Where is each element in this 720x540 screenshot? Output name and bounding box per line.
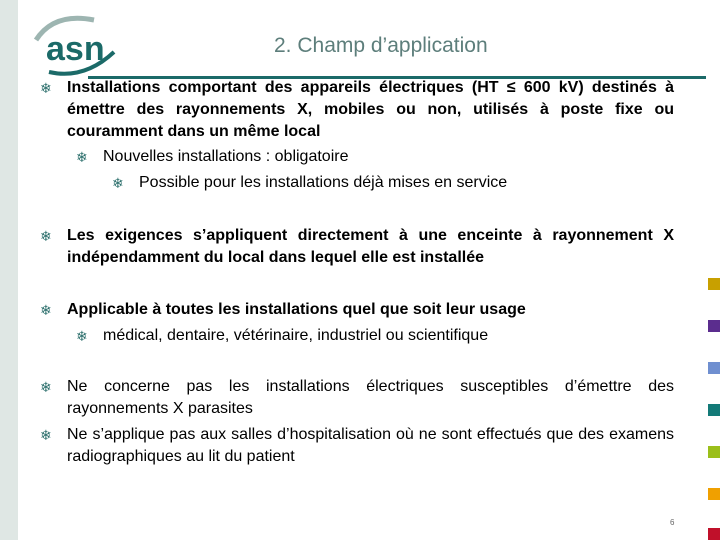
color-square [708, 362, 720, 374]
bullet-1: Installations comportant des appareils électriques (HT ≤ 600 kV) destinés à émettre des rayonnements X, mobiles ou non, utilisés à poste fixe ou couramment dans un même local [67, 79, 674, 140]
bullet-1-sub: Nouvelles installations : obligatoire [103, 148, 349, 165]
sidebar-band [0, 0, 18, 540]
color-square [708, 446, 720, 458]
bullet-3-sub: médical, dentaire, vétérinaire, industriel ou scientifique [103, 327, 489, 344]
asn-logo [24, 10, 124, 80]
color-square [708, 528, 720, 540]
snowflake-icon: ❄ [112, 175, 124, 191]
snowflake-icon: ❄ [40, 379, 52, 395]
color-square [708, 404, 720, 416]
color-square [708, 488, 720, 500]
snowflake-icon: ❄ [40, 427, 52, 443]
bullet-4: Ne concerne pas les installations électriques susceptibles d’émettre des rayonnements X parasites [67, 378, 674, 417]
page-number: 6 [670, 518, 675, 527]
snowflake-icon: ❄ [76, 328, 88, 344]
color-square [708, 320, 720, 332]
snowflake-icon: ❄ [40, 302, 52, 318]
bullet-1-subsub: Possible pour les installations déjà mises en service [139, 174, 508, 191]
snowflake-icon: ❄ [40, 80, 52, 96]
bullet-3: Applicable à toutes les installations quel que soit leur usage [67, 301, 526, 318]
bullet-2: Les exigences s’appliquent directement à une enceinte à rayonnement X indépendamment du local dans lequel elle est installée [67, 227, 674, 266]
snowflake-icon: ❄ [40, 228, 52, 244]
page-title: 2. Champ d’application [274, 34, 488, 57]
bullet-5: Ne s’applique pas aux salles d’hospitalisation où ne sont effectués que des examens radiographiques au lit du patient [67, 426, 674, 465]
svg-text:asn: asn [46, 30, 105, 68]
color-square [708, 278, 720, 290]
snowflake-icon: ❄ [76, 149, 88, 165]
